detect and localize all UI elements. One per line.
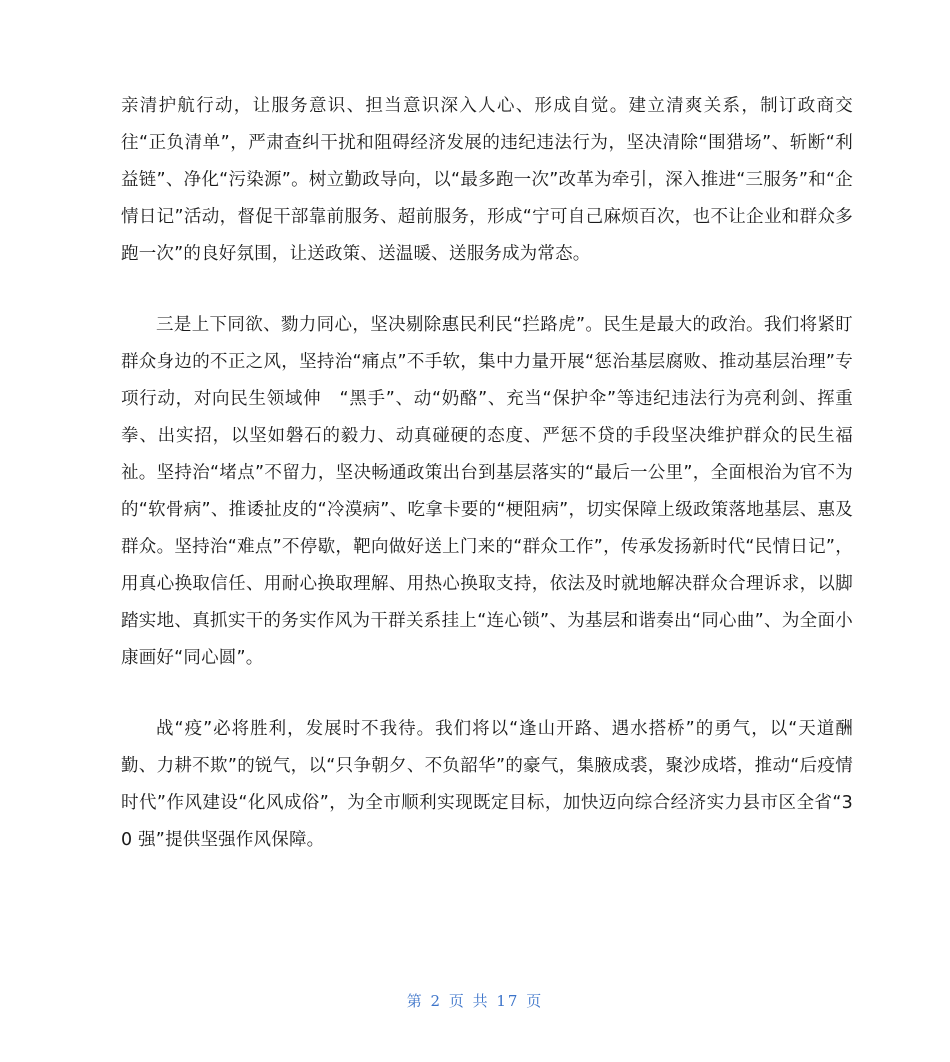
paragraph-1: 亲清护航行动，让服务意识、担当意识深入人心、形成自觉。建立清爽关系，制订政商交往“正负清单”，严肃查纠干扰和阻碍经济发展的违纪违法行为，坚决清除“围猎场”、斩断“利益链”、净化“污染源”。树立勤政导向，以“最多跑一次”改革为牵引，深入推进“三服务”和“企情日记”活动，督促干部靠前服务、超前服务，形成“宁可自己麻烦百次，也不让企业和群众多跑一次”的良好氛围，让送政策、送温暖、送服务成为常态。 xyxy=(121,96,853,264)
document-body xyxy=(121,88,853,859)
paragraph-3: 战“疫”必将胜利，发展时不我待。我们将以“逢山开路、遇水搭桥”的勇气，以“天道酬勤、力耕不欺”的锐气，以“只争朝夕、不负韶华”的豪气，集腋成裘，聚沙成塔，推动“后疫情时代”作风建设“化风成俗”，为全市顺利实现既定目标，加快迈向综合经济实力县市区全省“30 强”提供坚强作风保障。 xyxy=(121,719,853,850)
paragraph-2: 三是上下同欲、勠力同心，坚决剔除惠民利民“拦路虎”。民生是最大的政治。我们将紧盯群众身边的不正之风，坚持治“痛点”不手软，集中力量开展“惩治基层腐败、推动基层治理”专项行动，对向民生领域伸 “黑手”、动“奶酪”、充当“保护伞”等违纪违法行为亮利剑、挥重拳、出实招，以坚如磐石的毅力、动真碰硬的态度、严惩不贷的手段坚决维护群众的民生福祉。坚持治“堵点”不留力，坚决畅通政策出台到基层落实的“最后一公里”，全面根治为官不为的“软骨病”、推诿扯皮的“冷漠病”、吃拿卡要的“梗阻病”，切实保障上级政策落地基层、惠及群众。坚持治“难点”不停歇，靶向做好送上门来的“群众工作”，传承发扬新时代“民情日记”，用真心换取信任、用耐心换取理解、用热心换取支持，依法及时就地解决群众合理诉求，以脚踏实地、真抓实干的务实作风为干群关系挂上“连心锁”、为基层和谐奏出“同心曲”、为全面小康画好“同心圆”。 xyxy=(121,315,853,668)
page-number-footer: 第 2 页 共 17 页 xyxy=(406,992,544,1010)
